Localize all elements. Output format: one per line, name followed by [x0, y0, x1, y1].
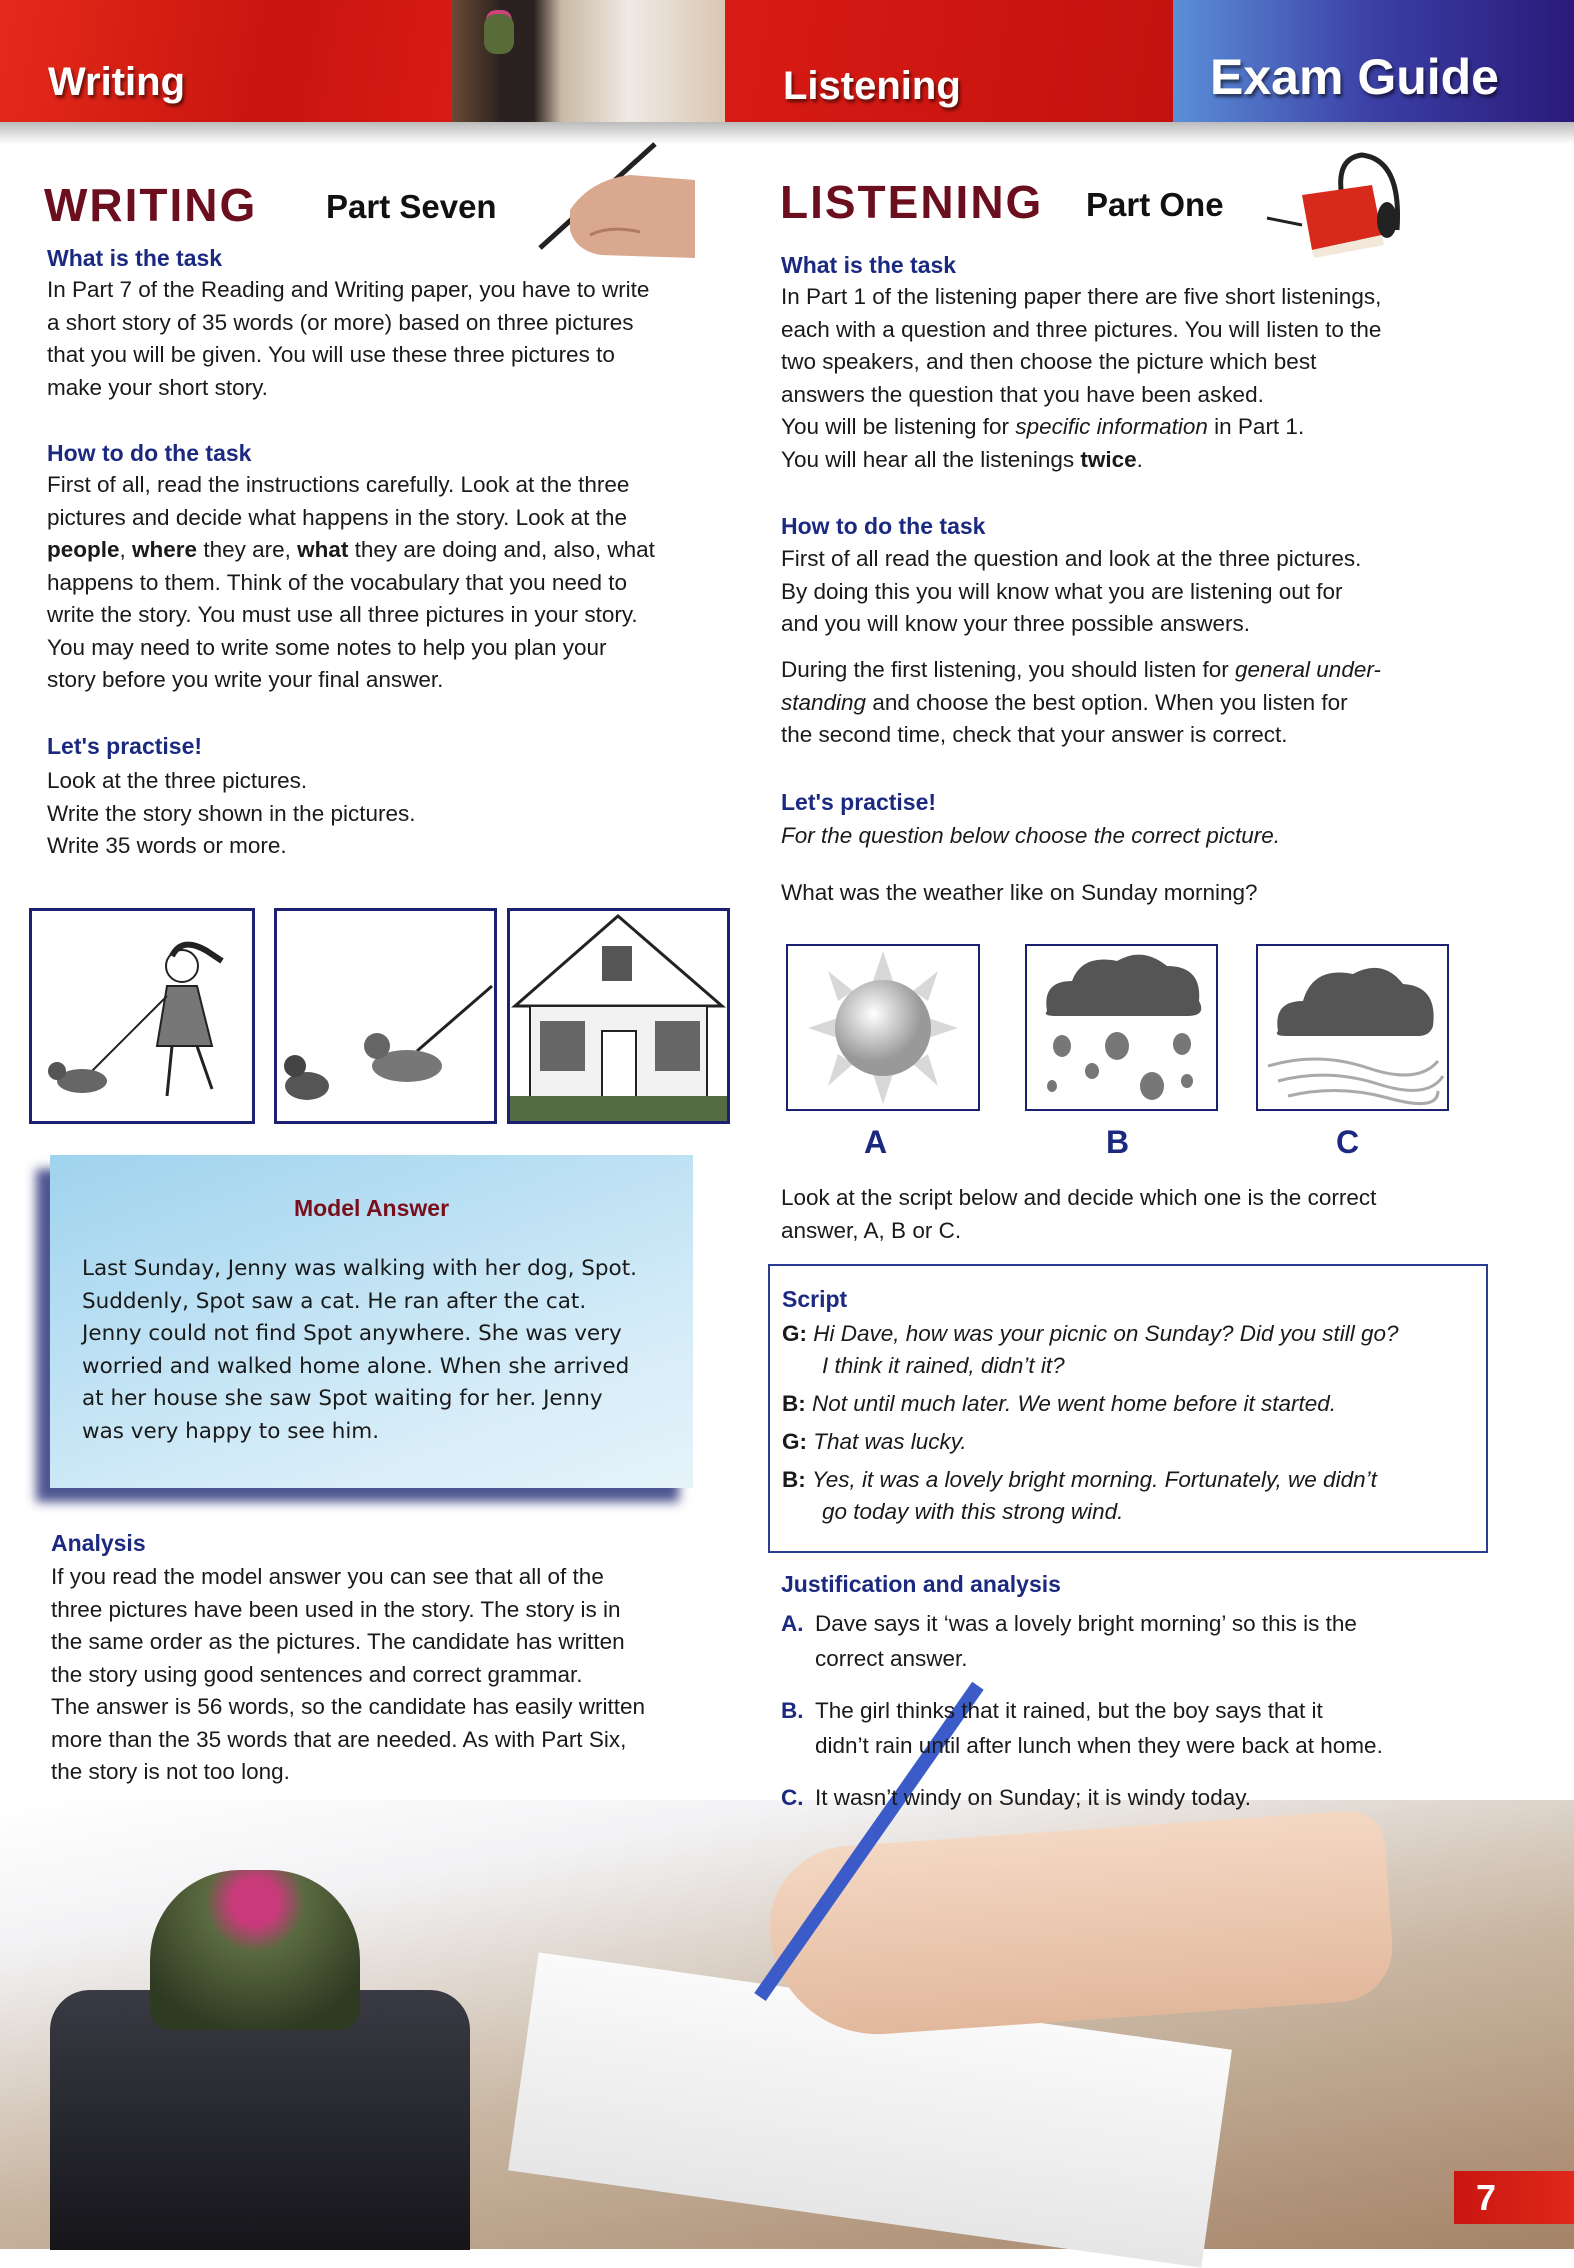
text-line: You may need to write some notes to help you plan your [47, 634, 607, 660]
text-segment: they are doing and, also, what [348, 537, 655, 562]
script-heading: Script [782, 1286, 848, 1312]
script-box [768, 1264, 1488, 1553]
text-line [781, 411, 1381, 444]
writing-title: WRITING [44, 179, 258, 231]
justification-line: The girl thinks that it rained, but the boy says that it [815, 1698, 1323, 1723]
writing-how-heading: How to do the task [47, 440, 252, 466]
text-line [47, 534, 655, 567]
justification-letter: A. [781, 1611, 804, 1636]
speaker-label: G: [782, 1429, 814, 1454]
text-line: the story is not too long. [51, 1759, 290, 1784]
text-line: at her house she saw Spot waiting for her. Jenny [82, 1386, 603, 1411]
text-segment: specific information [1015, 414, 1208, 439]
text-segment: they are, [197, 537, 298, 562]
justification-item [781, 1606, 1383, 1676]
text-segment: standing [781, 689, 867, 715]
analysis-text [51, 1561, 645, 1789]
text-line: Write 35 words or more. [47, 833, 287, 858]
listening-what-heading: What is the task [781, 252, 957, 278]
option-picture-c[interactable] [1256, 944, 1449, 1111]
text-line: the story using good sentences and correct grammar. [51, 1661, 583, 1687]
script-line: go today with this strong wind. [822, 1499, 1124, 1524]
header-exam-guide-band [1173, 0, 1574, 122]
page-number-badge [1454, 2171, 1574, 2224]
header-writing-label: Writing [48, 60, 186, 104]
text-segment: You will hear all the listenings [781, 446, 1081, 472]
text-segment: During the first listening, you should listen for [781, 657, 1235, 682]
script-turn [782, 1426, 1399, 1458]
analysis-heading: Analysis [51, 1530, 146, 1556]
header-exam-guide-label: Exam Guide [1210, 49, 1499, 105]
speaker-label: B: [782, 1467, 812, 1492]
text-line: write the story. You must use all three pictures in your story. [47, 602, 638, 627]
writing-part: Part Seven [326, 188, 497, 225]
script-intro-text [781, 1182, 1376, 1247]
model-answer-box [50, 1155, 693, 1488]
justification-item [781, 1693, 1383, 1763]
option-picture-b[interactable] [1025, 944, 1218, 1111]
cactus-icon [484, 14, 514, 54]
text-line: make your short story. [47, 374, 268, 400]
sun-icon [788, 946, 978, 1109]
text-line: pictures and decide what happens in the story. Look at the [47, 504, 627, 530]
headphones-book-icon [1262, 150, 1412, 260]
writing-what-text [47, 274, 649, 404]
text-line: and you will know your three possible answers. [781, 611, 1250, 636]
text-line [781, 444, 1381, 477]
script-turn [782, 1464, 1399, 1528]
text-segment: and choose the best option. When you listen for [866, 689, 1348, 715]
text-line: Look at the script below and decide which one is the correct [781, 1185, 1377, 1210]
practise-instruction: For the question below choose the correct picture. [781, 823, 1281, 848]
wind-cloud-icon [1258, 946, 1447, 1109]
listening-what-text [781, 281, 1381, 476]
text-line: the same order as the pictures. The candidate has written [51, 1629, 625, 1654]
text-segment: . [1136, 446, 1143, 472]
text-segment: in Part 1. [1207, 414, 1305, 439]
text-line: Write the story shown in the pictures. [47, 800, 416, 826]
text-line [781, 687, 1381, 720]
text-line: Jenny could not find Spot anywhere. She was very [82, 1321, 622, 1346]
script-line: B: Yes, it was a lovely bright morning. Fortunately, we didn’t [782, 1467, 1377, 1492]
listening-title: LISTENING [780, 176, 1044, 228]
header-listening-label: Listening [783, 64, 961, 108]
text-line: If you read the model answer you can see that all of the [51, 1564, 604, 1589]
text-line: The answer is 56 words, so the candidate has easily written [51, 1694, 646, 1719]
rain-cloud-icon [1027, 946, 1216, 1109]
justification-letter: B. [781, 1698, 804, 1723]
script-turn [782, 1388, 1399, 1420]
text-line: was very happy to see him. [82, 1418, 380, 1444]
text-segment: You will be listening for [781, 414, 1016, 439]
justification-line: Dave says it ‘was a lovely bright morning’ so this is the [815, 1611, 1357, 1636]
text-segment: people [47, 537, 120, 562]
listening-how-text-2 [781, 654, 1381, 752]
listening-how-text [781, 543, 1361, 641]
hand-pen-icon [530, 140, 700, 260]
justification-item [781, 1780, 1383, 1815]
text-line: worried and walked home alone. When she arrived [82, 1353, 630, 1379]
text-segment: what [297, 537, 349, 562]
speaker-label: B: [782, 1391, 812, 1416]
header-shadow [0, 122, 1574, 144]
story-picture-2 [274, 908, 497, 1124]
writing-how-text [47, 469, 655, 697]
writing-practise-text [47, 765, 416, 863]
option-label-a: A [864, 1124, 888, 1160]
text-line: First of all, read the instructions carefully. Look at the three [47, 472, 630, 497]
script-line: G: That was lucky. [782, 1429, 967, 1454]
text-line: By doing this you will know what you are listening out for [781, 578, 1343, 604]
text-line: answer, A, B or C. [781, 1217, 962, 1243]
speaker-label: G: [782, 1321, 814, 1346]
text-line: answers the question that you have been asked. [781, 381, 1264, 407]
page-number: 7 [1476, 2177, 1497, 2218]
script-line: B: Not until much later. We went home before it started. [782, 1391, 1336, 1416]
text-line: Last Sunday, Jenny was walking with her dog, Spot. [82, 1256, 637, 1281]
writing-what-heading: What is the task [47, 245, 223, 271]
text-line [781, 654, 1381, 687]
option-label-c: C [1336, 1124, 1360, 1160]
text-line: Look at the three pictures. [47, 768, 308, 793]
script-turn [782, 1318, 1399, 1382]
text-line: two speakers, and then choose the picture which best [781, 349, 1317, 374]
listening-practise-heading: Let's practise! [781, 789, 937, 815]
text-line: In Part 7 of the Reading and Writing paper, you have to write [47, 277, 650, 302]
text-line: that you will be given. You will use these three pictures to [47, 342, 615, 367]
script-line: G: Hi Dave, how was your picnic on Sunday? Did you still go? [782, 1321, 1399, 1346]
house-with-dog-icon [510, 911, 727, 1121]
text-line: a short story of 35 words (or more) based on three pictures [47, 309, 634, 335]
text-segment: , [119, 537, 133, 562]
option-label-b: B [1106, 1124, 1130, 1160]
justification-heading: Justification and analysis [781, 1571, 1061, 1597]
option-picture-a[interactable] [786, 944, 980, 1111]
question-text: What was the weather like on Sunday morning? [781, 880, 1258, 905]
text-segment: general under- [1234, 657, 1381, 682]
girl-walking-dog-icon [32, 911, 252, 1121]
text-line: Suddenly, Spot saw a cat. He ran after the cat. [82, 1288, 587, 1314]
dog-chasing-cat-icon [277, 911, 494, 1121]
text-segment: where [132, 537, 198, 562]
justification-list [781, 1606, 1383, 1832]
justification-line: It wasn’t windy on Sunday; it is windy today. [815, 1785, 1252, 1810]
story-picture-3 [507, 908, 730, 1124]
script-line: I think it rained, didn’t it? [822, 1353, 1065, 1378]
cactus-photo [150, 1870, 360, 2030]
script-turns [782, 1318, 1399, 1534]
model-answer-text [82, 1253, 637, 1448]
text-line: more than the 35 words that are needed. As with Part Six, [51, 1726, 627, 1752]
justification-letter: C. [781, 1785, 804, 1810]
text-segment: twice [1080, 446, 1137, 472]
listening-how-heading: How to do the task [781, 513, 986, 539]
bottom-photo [0, 1800, 1574, 2249]
header-listening-band [725, 0, 1173, 122]
text-line: story before you write your final answer. [47, 667, 444, 692]
listening-part: Part One [1086, 186, 1224, 223]
text-line: In Part 1 of the listening paper there are five short listenings, [781, 284, 1382, 309]
listening-practise-instruction [781, 820, 1280, 853]
writing-practise-heading: Let's practise! [47, 733, 203, 759]
text-line: First of all read the question and look at the three pictures. [781, 546, 1362, 571]
text-line: the second time, check that your answer is correct. [781, 722, 1288, 747]
text-line: three pictures have been used in the story. The story is in [51, 1596, 621, 1622]
listening-question-wrap [781, 877, 1258, 910]
text-line: each with a question and three pictures. You will listen to the [781, 316, 1382, 342]
header-writing-band [0, 0, 452, 122]
story-picture-1 [29, 908, 255, 1124]
model-answer-heading: Model Answer [293, 1195, 450, 1221]
header-photo [452, 0, 725, 122]
text-line: happens to them. Think of the vocabulary that you need to [47, 569, 627, 595]
justification-line: correct answer. [815, 1646, 968, 1671]
justification-line: didn’t rain until after lunch when they were back at home. [815, 1733, 1383, 1758]
